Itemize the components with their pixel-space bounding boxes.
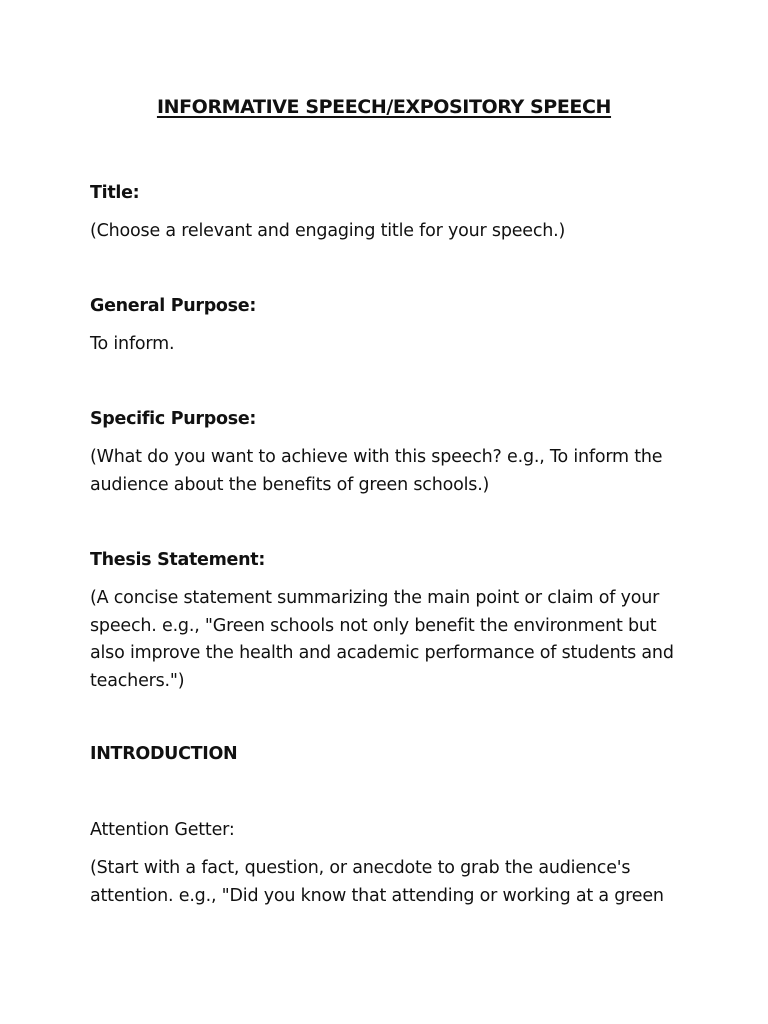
- title-instruction: (Choose a relevant and engaging title for your speech.): [90, 221, 566, 241]
- attention-getter-text: (Start with a fact, question, or anecdote to grab the audience's attention. e.g., "Did you know that attending or working at a green: [90, 858, 664, 906]
- document-title: INFORMATIVE SPEECH/EXPOSITORY SPEECH: [156, 96, 612, 118]
- introduction-heading: INTRODUCTION: [90, 744, 238, 764]
- thesis-statement-heading: Thesis Statement:: [90, 550, 266, 570]
- general-purpose-heading: General Purpose:: [90, 296, 257, 316]
- thesis-statement-text: (A concise statement summarizing the main point or claim of your speech. e.g., "Green schools not only benefit the environment but also improve the health and academic performance of students and teachers."): [90, 588, 674, 691]
- general-purpose-text: To inform.: [90, 334, 175, 354]
- title-heading: Title:: [90, 183, 140, 203]
- specific-purpose-text: (What do you want to achieve with this speech? e.g., To inform the audience about the benefits of green schools.): [90, 447, 663, 495]
- attention-getter-label: Attention Getter:: [90, 820, 235, 840]
- specific-purpose-heading: Specific Purpose:: [90, 409, 257, 429]
